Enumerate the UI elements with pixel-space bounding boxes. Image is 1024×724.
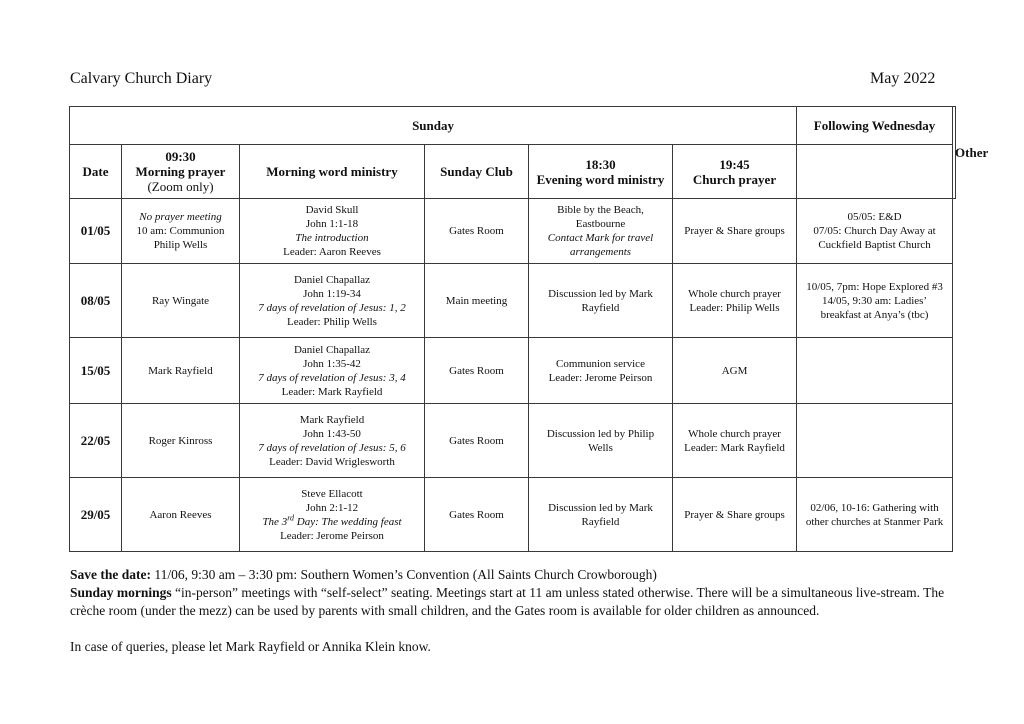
cell-line: Daniel Chapallaz [293,273,371,286]
cell-line: Bible by the Beach, [557,204,644,216]
church-prayer-cell: AGM [673,338,797,404]
evening-cell [529,199,673,264]
group-header-wednesday: Following Wednesday [797,107,953,145]
footer-notes [70,566,960,656]
cell-line: Whole church prayer [688,427,781,440]
queries-note: In case of queries, please let Mark Rayfield or Annika Klein know. [70,639,431,654]
date-cell: 08/05 [70,264,122,338]
group-header-sunday: Sunday [70,107,797,145]
word-ministry-cell [240,404,425,478]
ordinal-suffix: rd [287,512,295,522]
sunday-mornings-note [70,584,960,620]
column-header-morning-prayer [122,145,240,199]
morning-prayer-cell: Ray Wingate [122,264,240,338]
other-cell [797,264,953,338]
cell-line: 14/05, 9:30 am: Ladies’ [822,294,928,307]
cell-line: John 2:1-12 [305,501,359,514]
diary-title: Calvary Church Diary [70,70,213,87]
cell-line: John 1:1-18 [305,218,359,230]
other-cell [797,199,953,264]
date-cell: 22/05 [70,404,122,478]
morning-prayer-cell: Roger Kinross [122,404,240,478]
cell-line: Rayfield [581,301,620,314]
column-header-church-prayer [673,145,797,199]
cell-line: 10/05, 7pm: Hope Explored #3 [806,280,943,293]
cell-line: arrangements [569,246,632,258]
cell-line: Communion service [556,357,645,370]
morning-prayer-note: (Zoom only) [147,179,214,194]
cell-line: Whole church prayer [688,287,781,300]
sunday-mornings-label: Sunday mornings [70,585,172,600]
diary-table [69,106,989,552]
column-header-other: Other [953,107,956,199]
other-cell [797,404,953,478]
evening-cell [529,338,673,404]
date-cell: 15/05 [70,338,122,404]
cell-line: David Skull [305,204,359,216]
evening-cell [529,404,673,478]
cell-line: other churches at Stanmer Park [805,515,944,528]
other-cell [797,478,953,552]
date-cell: 01/05 [70,199,122,264]
cell-line: Leader: Philip Wells [689,301,780,314]
table-row [70,478,956,552]
sunday-club-cell: Gates Room [425,338,529,404]
cell-line [242,512,422,529]
column-header-date: Date [70,145,122,199]
cell-line: Leader: Jerome Peirson [280,529,384,542]
cell-line: 02/06, 10-16: Gathering with [810,501,939,514]
column-header-evening [529,145,673,199]
church-prayer-time: 19:45 [719,156,750,172]
column-header-word-ministry: Morning word ministry [240,145,425,199]
morning-prayer-time: 09:30 [165,149,196,164]
date-cell: 29/05 [70,478,122,552]
table-row [70,338,956,404]
morning-prayer-cell [122,199,240,264]
cell-text: Day: The wedding feast [294,515,402,528]
cell-line: Steve Ellacott [301,487,363,500]
church-prayer-cell [673,404,797,478]
morning-prayer-cell: Mark Rayfield [122,338,240,404]
sunday-club-cell: Main meeting [425,264,529,338]
word-ministry-cell [240,264,425,338]
church-prayer-cell [673,264,797,338]
cell-line: Wells [588,441,613,454]
cell-line: Leader: David Wriglesworth [269,455,395,468]
evening-label: Evening word ministry [536,171,665,187]
cell-line: No prayer meeting [139,211,222,223]
cell-line: Philip Wells [153,239,208,251]
sunday-club-cell: Gates Room [425,199,529,264]
church-prayer-label: Church prayer [692,171,777,187]
cell-line: Contact Mark for travel [547,232,654,244]
evening-time: 18:30 [585,156,616,172]
cell-line: 7 days of revelation of Jesus: 3, 4 [258,371,406,384]
save-the-date-text: 11/06, 9:30 am – 3:30 pm: Southern Women’s Convention (All Saints Church Crowborough) [151,567,657,582]
cell-line: 07/05: Church Day Away at [813,225,936,237]
save-the-date-label: Save the date: [70,567,151,582]
cell-line: Leader: Philip Wells [287,315,377,328]
word-ministry-cell [240,478,425,552]
other-cell [797,338,953,404]
table-row [70,199,956,264]
cell-line: John 1:35-42 [303,357,361,370]
table-row [70,264,956,338]
church-prayer-cell: Prayer & Share groups [673,199,797,264]
cell-line: Eastbourne [575,218,626,230]
cell-line: Discussion led by Mark [548,501,653,514]
cell-line: 7 days of revelation of Jesus: 5, 6 [258,441,406,454]
cell-line: 05/05: E&D [847,211,902,223]
diary-month: May 2022 [870,70,936,87]
cell-line: John 1:43-50 [303,427,361,440]
cell-line: Cuckfield Baptist Church [818,239,931,251]
morning-prayer-cell: Aaron Reeves [122,478,240,552]
column-header-sunday-club: Sunday Club [425,145,529,199]
cell-line: 10 am: Communion [136,225,225,237]
sunday-club-cell: Gates Room [425,478,529,552]
cell-line: Daniel Chapallaz [293,343,371,356]
cell-line: breakfast at Anya’s (tbc) [820,308,929,321]
evening-cell [529,264,673,338]
cell-line: Discussion led by Mark [548,287,653,300]
cell-line: Leader: Jerome Peirson [548,371,653,384]
word-ministry-cell [240,338,425,404]
morning-prayer-label: Morning prayer [135,164,226,179]
cell-line: John 1:19-34 [303,287,361,300]
cell-line: Leader: Mark Rayfield [281,385,383,398]
cell-line: The introduction [295,232,369,244]
cell-line: Rayfield [581,515,620,528]
cell-line: Mark Rayfield [299,413,365,426]
church-prayer-cell: Prayer & Share groups [673,478,797,552]
evening-cell [529,478,673,552]
cell-line: Leader: Mark Rayfield [684,441,785,454]
word-ministry-cell [240,199,425,264]
cell-line: 7 days of revelation of Jesus: 1, 2 [258,301,406,314]
cell-line: Discussion led by Philip [546,427,655,440]
cell-text: The 3 [262,515,288,528]
sunday-club-cell: Gates Room [425,404,529,478]
cell-line: Leader: Aaron Reeves [283,246,381,258]
save-the-date [70,566,960,584]
table-row [70,404,956,478]
sunday-mornings-text: “in-person” meetings with “self-select” seating. Meetings start at 11 am unless stated otherwise. There will be a simultaneous live-stream. The crèche room (under the mezz) can be used by parents with small children, and the Gates room is available for older children as announced. [70,585,945,618]
